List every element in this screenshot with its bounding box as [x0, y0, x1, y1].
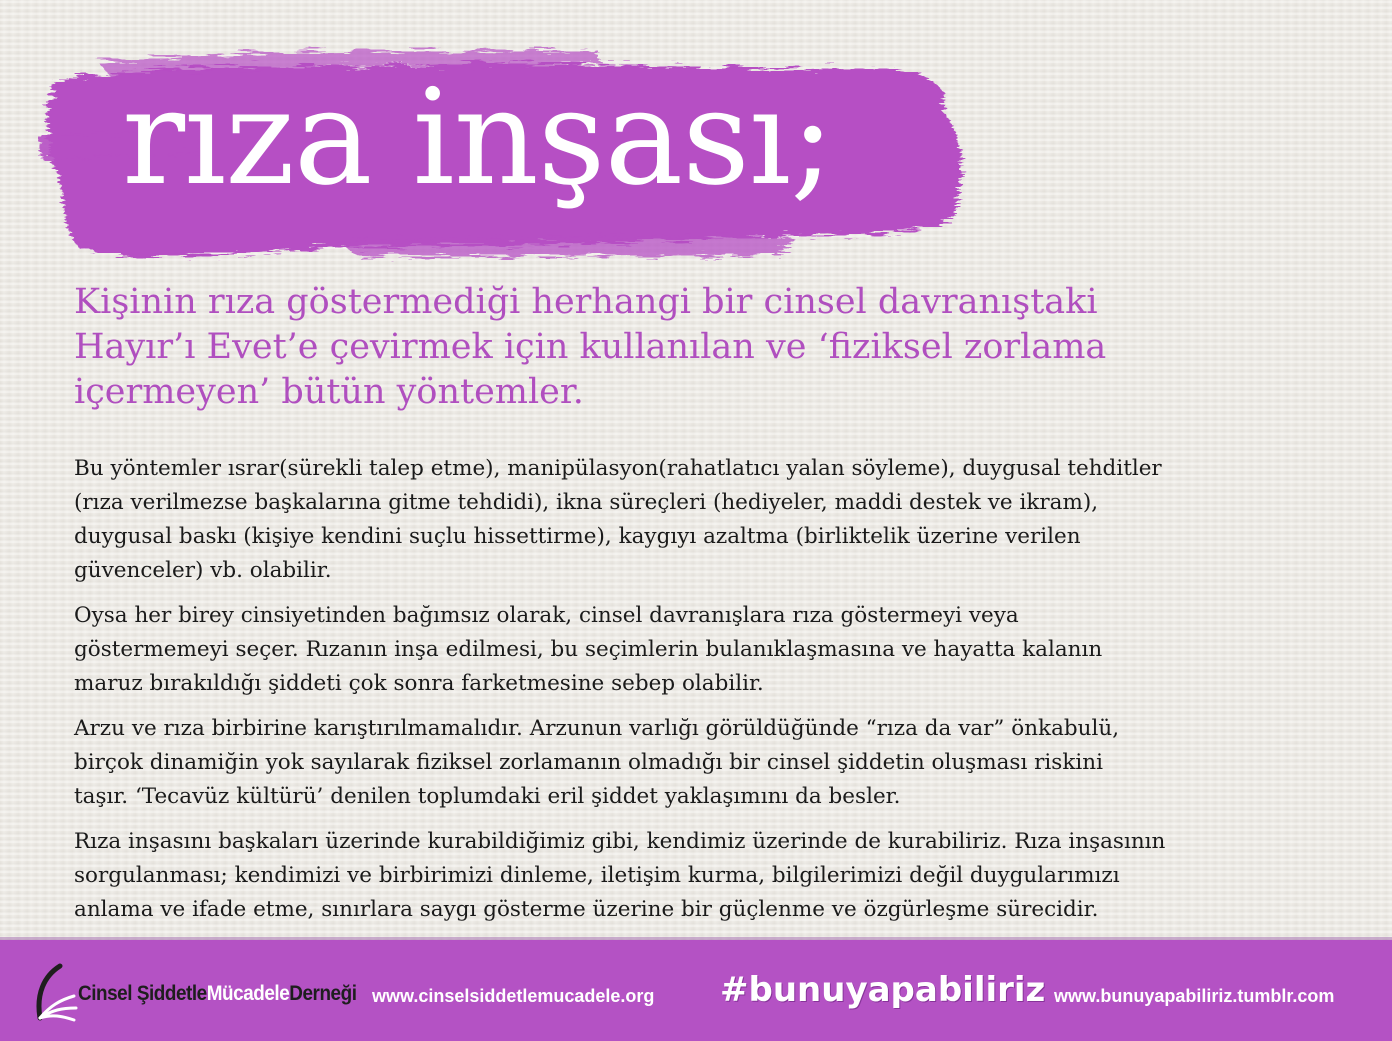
text-line: duygusal baskı (kişiye kendini suçlu hissettirme), kaygıyı azaltma (birliktelik üzerine verilen	[74, 524, 1081, 549]
footer-bar	[0, 940, 1392, 1041]
paragraph-choice	[74, 599, 1364, 701]
lead-line: Hayır’ı Evet’e çevirmek için kullanılan ve ‘fiziksel zorlama	[74, 327, 1107, 367]
lead-definition	[74, 280, 1334, 415]
org-name-part: Derneği	[289, 982, 357, 1005]
text-line: Oysa her birey cinsiyetinden bağımsız olarak, cinsel davranışlara rıza göstermeyi veya	[74, 603, 1019, 628]
website-link[interactable]: www.cinselsiddetlemucadele.org	[372, 986, 655, 1006]
hashtag: #bunuyapabiliriz	[720, 970, 1046, 1010]
paragraph-desire	[74, 712, 1364, 814]
lead-line: içermeyen’ bütün yöntemler.	[74, 372, 584, 412]
text-line: sorgulanması; kendimizi ve birbirimizi dinleme, iletişim kurma, bilgilerimizi değil duygularımızı	[74, 863, 1120, 888]
text-line: maruz bırakıldığı şiddeti çok sonra farketmesine sebep olabilir.	[74, 671, 764, 696]
text-line: (rıza verilmezse başkalarına gitme tehdidi), ikna süreçleri (hediyeler, maddi destek ve ikram),	[74, 490, 1099, 515]
text-line: Bu yöntemler ısrar(sürekli talep etme), manipülasyon(rahatlatıcı yalan söyleme), duygusal tehditler	[74, 456, 1162, 481]
organization-logo-icon	[30, 962, 80, 1022]
text-line: taşır. ‘Tecavüz kültürü’ denilen toplumdaki eril şiddet yaklaşımını da besler.	[74, 784, 901, 809]
org-name-part: Mücadele	[206, 982, 290, 1005]
paragraph-self	[74, 825, 1364, 927]
org-name-part: Cinsel Şiddetle	[78, 982, 207, 1005]
text-line: güvenceler) vb. olabilir.	[74, 558, 332, 583]
organization-name	[78, 982, 356, 1006]
text-line: anlama ve ifade etme, sınırlara saygı gösterme üzerine bir güçlenme ve özgürleşme sürecidir.	[74, 897, 1099, 922]
body-text	[74, 452, 1364, 938]
lead-line: Kişinin rıza göstermediği herhangi bir cinsel davranıştaki	[74, 282, 1098, 322]
text-line: Arzu ve rıza birbirine karıştırılmamalıdır. Arzunun varlığı görüldüğünde “rıza da var” önkabulü,	[74, 716, 1120, 741]
paragraph-methods	[74, 452, 1364, 588]
text-line: göstermemeyi seçer. Rızanın inşa edilmesi, bu seçimlerin bulanıklaşmasına ve hayatta kalanın	[74, 637, 1103, 662]
tumblr-link[interactable]: www.bunuyapabiliriz.tumblr.com	[1054, 986, 1335, 1006]
page-title: rıza inşası;	[122, 61, 834, 215]
text-line: Rıza inşasını başkaları üzerinde kurabildiğimiz gibi, kendimiz üzerinde de kurabiliriz. Rıza inşasının	[74, 829, 1166, 854]
text-line: birçok dinamiğin yok sayılarak fiziksel zorlamanın olmadığı bir cinsel şiddetin oluşması riskini	[74, 750, 1103, 775]
